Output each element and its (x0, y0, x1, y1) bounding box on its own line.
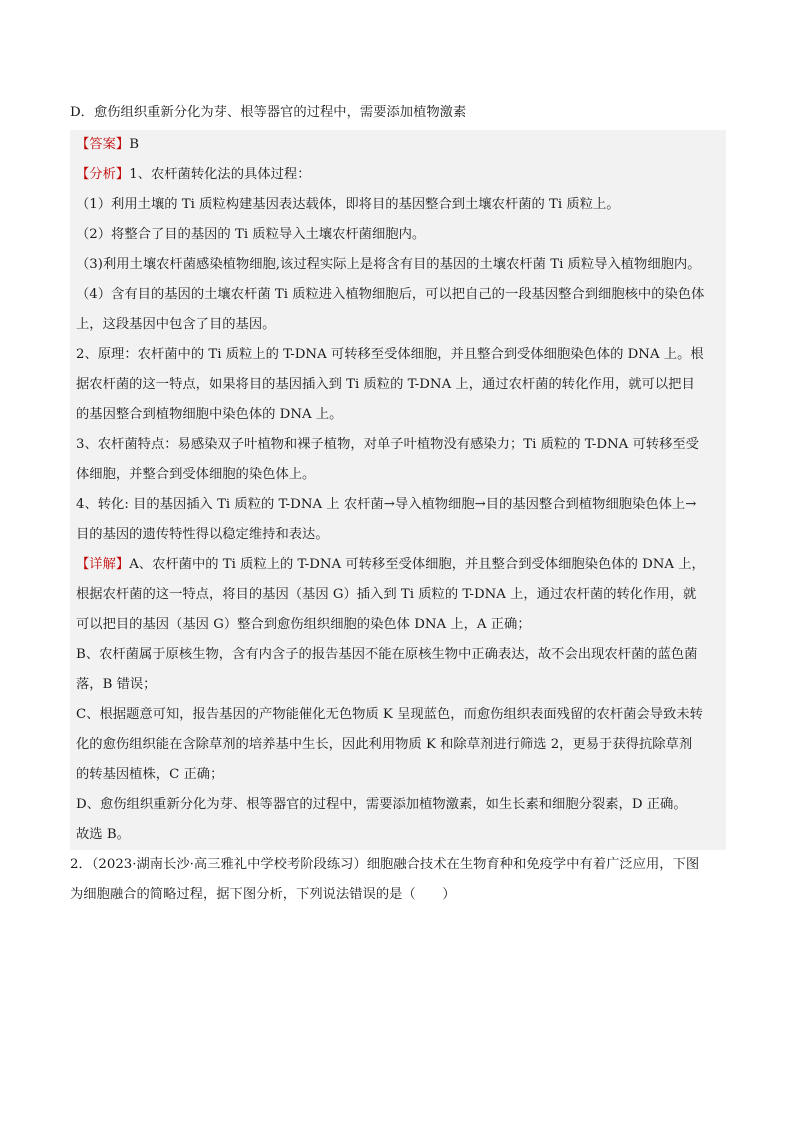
analysis-line: 目的基因的遗传特性得以稳定维持和表达。 (76, 527, 329, 542)
option-d: D．愈伤组织重新分化为芽、根等器官的过程中，需要添加植物激素 (70, 105, 467, 120)
analysis-line: （4）含有目的基因的土壤农杆菌 Ti 质粒进入植物细胞后，可以把自己的一段基因整合到细胞核中的染色体 (76, 287, 705, 302)
detail-first-text: A、农杆菌中的 Ti 质粒上的 T-DNA 可转移至受体细胞，并且整合到受体细胞染色体的 DNA 上， (129, 557, 705, 572)
detail-line: 落，B 错误； (76, 677, 157, 692)
analysis-line: 体细胞，并整合到受体细胞的染色体上。 (76, 467, 316, 482)
analysis-first-line (70, 160, 726, 190)
detail-first-line (70, 550, 726, 580)
detail-line: 的转基因植株，C 正确； (76, 767, 224, 782)
detail-line: 故选 B。 (76, 827, 130, 842)
detail-line: 化的愈伤组织能在含除草剂的培养基中生长，因此利用物质 K 和除草剂进行筛选 2，更易于获得抗除草剂 (76, 737, 693, 752)
question-2-line: 为细胞融合的简略过程，据下图分析，下列说法错误的是（ ） (70, 887, 456, 902)
analysis-line: （1）利用土壤的 Ti 质粒构建基因表达载体，即将目的基因整合到土壤农杆菌的 Ti 质粒上。 (76, 197, 620, 212)
analysis-line: 2、原理：农杆菌中的 Ti 质粒上的 T-DNA 可转移至受体细胞，并且整合到受体细胞染色体的 DNA 上。根 (76, 347, 704, 362)
document-page (70, 98, 726, 910)
analysis-line: 据农杆菌的这一特点，如果将目的基因插入到 Ti 质粒的 T-DNA 上，通过农杆菌的转化作用，就可以把目 (76, 377, 695, 392)
detail-line: 根据农杆菌的这一特点，将目的基因（基因 G）插入到 Ti 质粒的 T-DNA 上，通过农杆菌的转化作用，就 (76, 587, 697, 602)
analysis-line: （3)利用土壤农杆菌感染植物细胞,该过程实际上是将含有目的基因的土壤农杆菌 Ti 质粒导入植物细胞内。 (76, 257, 701, 272)
detail-line: 可以把目的基因（基因 G）整合到愈伤组织细胞的染色体 DNA 上，A 正确； (76, 617, 531, 632)
analysis-first-text: 1、农杆菌转化法的具体过程： (129, 167, 311, 182)
analysis-line: （2）将整合了目的基因的 Ti 质粒导入土壤农杆菌细胞内。 (76, 227, 426, 242)
detail-line: C、根据题意可知，报告基因的产物能催化无色物质 K 呈现蓝色，而愈伤组织表面残留的农杆菌会导致未转 (76, 707, 703, 722)
analysis-tag: 【分析】 (76, 167, 130, 182)
detail-line: D、愈伤组织重新分化为芽、根等器官的过程中，需要添加植物激素，如生长素和细胞分裂素，D 正确。 (76, 797, 687, 812)
answer-tag: 【答案】 (76, 137, 130, 152)
answer-explanation-box (70, 130, 726, 850)
answer-value: B (129, 137, 139, 152)
detail-tag: 【详解】 (76, 557, 130, 572)
answer-line (70, 130, 726, 160)
question-2-line: 2．（2023·湖南长沙·高三雅礼中学校考阶段练习）细胞融合技术在生物育种和免疫学中有着广泛应用，下图 (70, 857, 700, 872)
analysis-line: 3、农杆菌特点：易感染双子叶植物和裸子植物，对单子叶植物没有感染力；Ti 质粒的 T-DNA 可转移至受 (76, 437, 699, 452)
analysis-line: 上，这段基因中包含了目的基因。 (76, 317, 276, 332)
analysis-line: 4、转化: 目的基因插入 Ti 质粒的 T-DNA 上 农杆菌→导入植物细胞→目的基因整合到植物细胞染色体上→ (76, 497, 697, 512)
analysis-line: 的基因整合到植物细胞中染色体的 DNA 上。 (76, 407, 343, 422)
detail-line: B、农杆菌属于原核生物，含有内含子的报告基因不能在原核生物中正确表达，故不会出现农杆菌的蓝色菌 (76, 647, 698, 662)
